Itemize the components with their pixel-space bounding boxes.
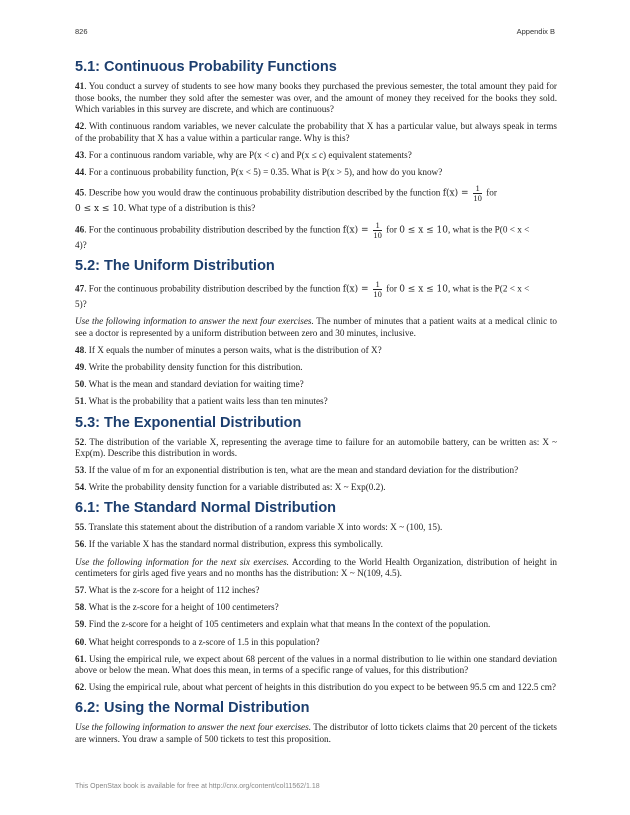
section-heading: 6.1: The Standard Normal Distribution (75, 500, 337, 517)
exercise-42: 42. With continuous random variables, we never calculate the probability that X has a particular value, but always speak in terms of the probability that X has a value within a particular range. Why is this? (75, 121, 557, 143)
exercise-43: 43. For a continuous random variable, why are P(x < c) and P(x ≤ c) equivalent statements? (75, 149, 412, 160)
page-number: 826 (75, 27, 88, 36)
section-heading: 5.1: Continuous Probability Functions (75, 59, 337, 75)
instruction-block: Use the following information to answer the next four exercises. The distributor of lotto tickets claims that 20 percent of the tickets are winners. You draw a sample of 500 tickets to test this proposition. (75, 722, 558, 744)
exercise-50: 50. What is the mean and standard deviation for waiting time? (75, 379, 304, 390)
exercise-49: 49. Write the probability density function for this distribution. (75, 362, 303, 373)
exercise-44: 44. For a continuous probability function, P(x < 5) = 0.35. What is P(x > 5), and how do you know? (75, 167, 443, 178)
exercise-54: 54. Write the probability density function for a variable distributed as: X ~ Exp(0.2). (75, 482, 386, 493)
section-heading: 5.2: The Uniform Distribution (75, 258, 275, 275)
instruction-block: Use the following information for the next six exercises. According to the World Health Organization, distribution of height in centimeters for girls aged five years and no months has the distribution: X ~ N(109, 4.5). (75, 556, 558, 579)
exercise-41: 41. You conduct a survey of students to see how many books they purchased the previous semester, the total amount they paid for those books, the number they sold after the semester was over, and the amount of money they received for the books they sold. Which variables in this survey are discrete, and which are continuous? (75, 81, 557, 115)
exercise-46: 46. For the continuous probability distribution described by the function f(x) = $\frac{1}{10}$ for 0 ≤ x ≤ 10, what is the P(0 < x < 4)? (75, 220, 530, 251)
exercise-55: 55. Translate this statement about the distribution of a random variable X into words: X ~ (100, 15). (75, 522, 443, 533)
exercise-60: 60. What height corresponds to a z-score of 1.5 in this population? (75, 636, 320, 647)
formula-fx: f(x) = (342, 225, 372, 236)
fraction: $\frac{1}{10}$ (373, 279, 382, 300)
document-body (75, 58, 557, 751)
exercise-59: 59. Find the z-score for a height of 105 centimeters and explain what that means In the context of the population. (75, 619, 491, 630)
exercise-62: 62. Using the empirical rule, about what percent of heights in this distribution do you expect to be between 95.5 cm and 122.5 cm? (75, 682, 556, 693)
section-heading: 6.2: Using the Normal Distribution (75, 700, 310, 717)
exercise-61: 61. Using the empirical rule, we expect about 68 percent of the values in a normal distribution to lie within one standard deviation above or below the mean. What does this mean, in terms of a specific range of values, for this distribution? (75, 653, 557, 676)
running-header: Appendix B (516, 27, 555, 36)
exercise-57: 57. What is the z-score for a height of 112 inches? (75, 585, 260, 596)
exercise-45: 45. Describe how you would draw the continuous probability distribution described by the function f(x) = $\frac{1}{10}$ for 0 ≤ x ≤ 10. What type of a distribution is this? (75, 183, 497, 215)
formula-fx: f(x) = (342, 284, 372, 295)
exercise-47: 47. For the continuous probability distribution described by the function f(x) = $\frac{1}{10}$ for 0 ≤ x ≤ 10, what is the P(2 < x < 5)? (75, 279, 530, 310)
exercise-51: 51. What is the probability that a patient waits less than ten minutes? (75, 396, 328, 407)
section-heading: 5.3: The Exponential Distribution (75, 414, 302, 431)
exercise-58: 58. What is the z-score for a height of 100 centimeters? (75, 602, 279, 613)
instruction-block: Use the following information to answer the next four exercises. The number of minutes that a patient waits at a medical clinic to see a doctor is represented by a uniform distribution between zero and 30 minutes, inclusive. (75, 316, 557, 339)
exercise-48: 48. If X equals the number of minutes a person waits, what is the distribution of X? (75, 345, 382, 356)
fraction: $\frac{1}{10}$ (473, 183, 482, 204)
formula-fx: f(x) = (442, 188, 472, 199)
exercise-53: 53. If the value of m for an exponential distribution is ten, what are the mean and standard deviation for the distribution? (75, 465, 519, 476)
exercise-56: 56. If the variable X has the standard normal distribution, express this symbolically. (75, 539, 383, 550)
exercise-52: 52. The distribution of the variable X, representing the average time to failure for an automobile battery, can be written as: X ~ Exp(m). Describe this distribution in words. (75, 436, 557, 459)
fraction: $\frac{1}{10}$ (373, 220, 382, 241)
footer-note: This OpenStax book is available for free at http://cnx.org/content/col11562/1.18 (75, 783, 320, 790)
